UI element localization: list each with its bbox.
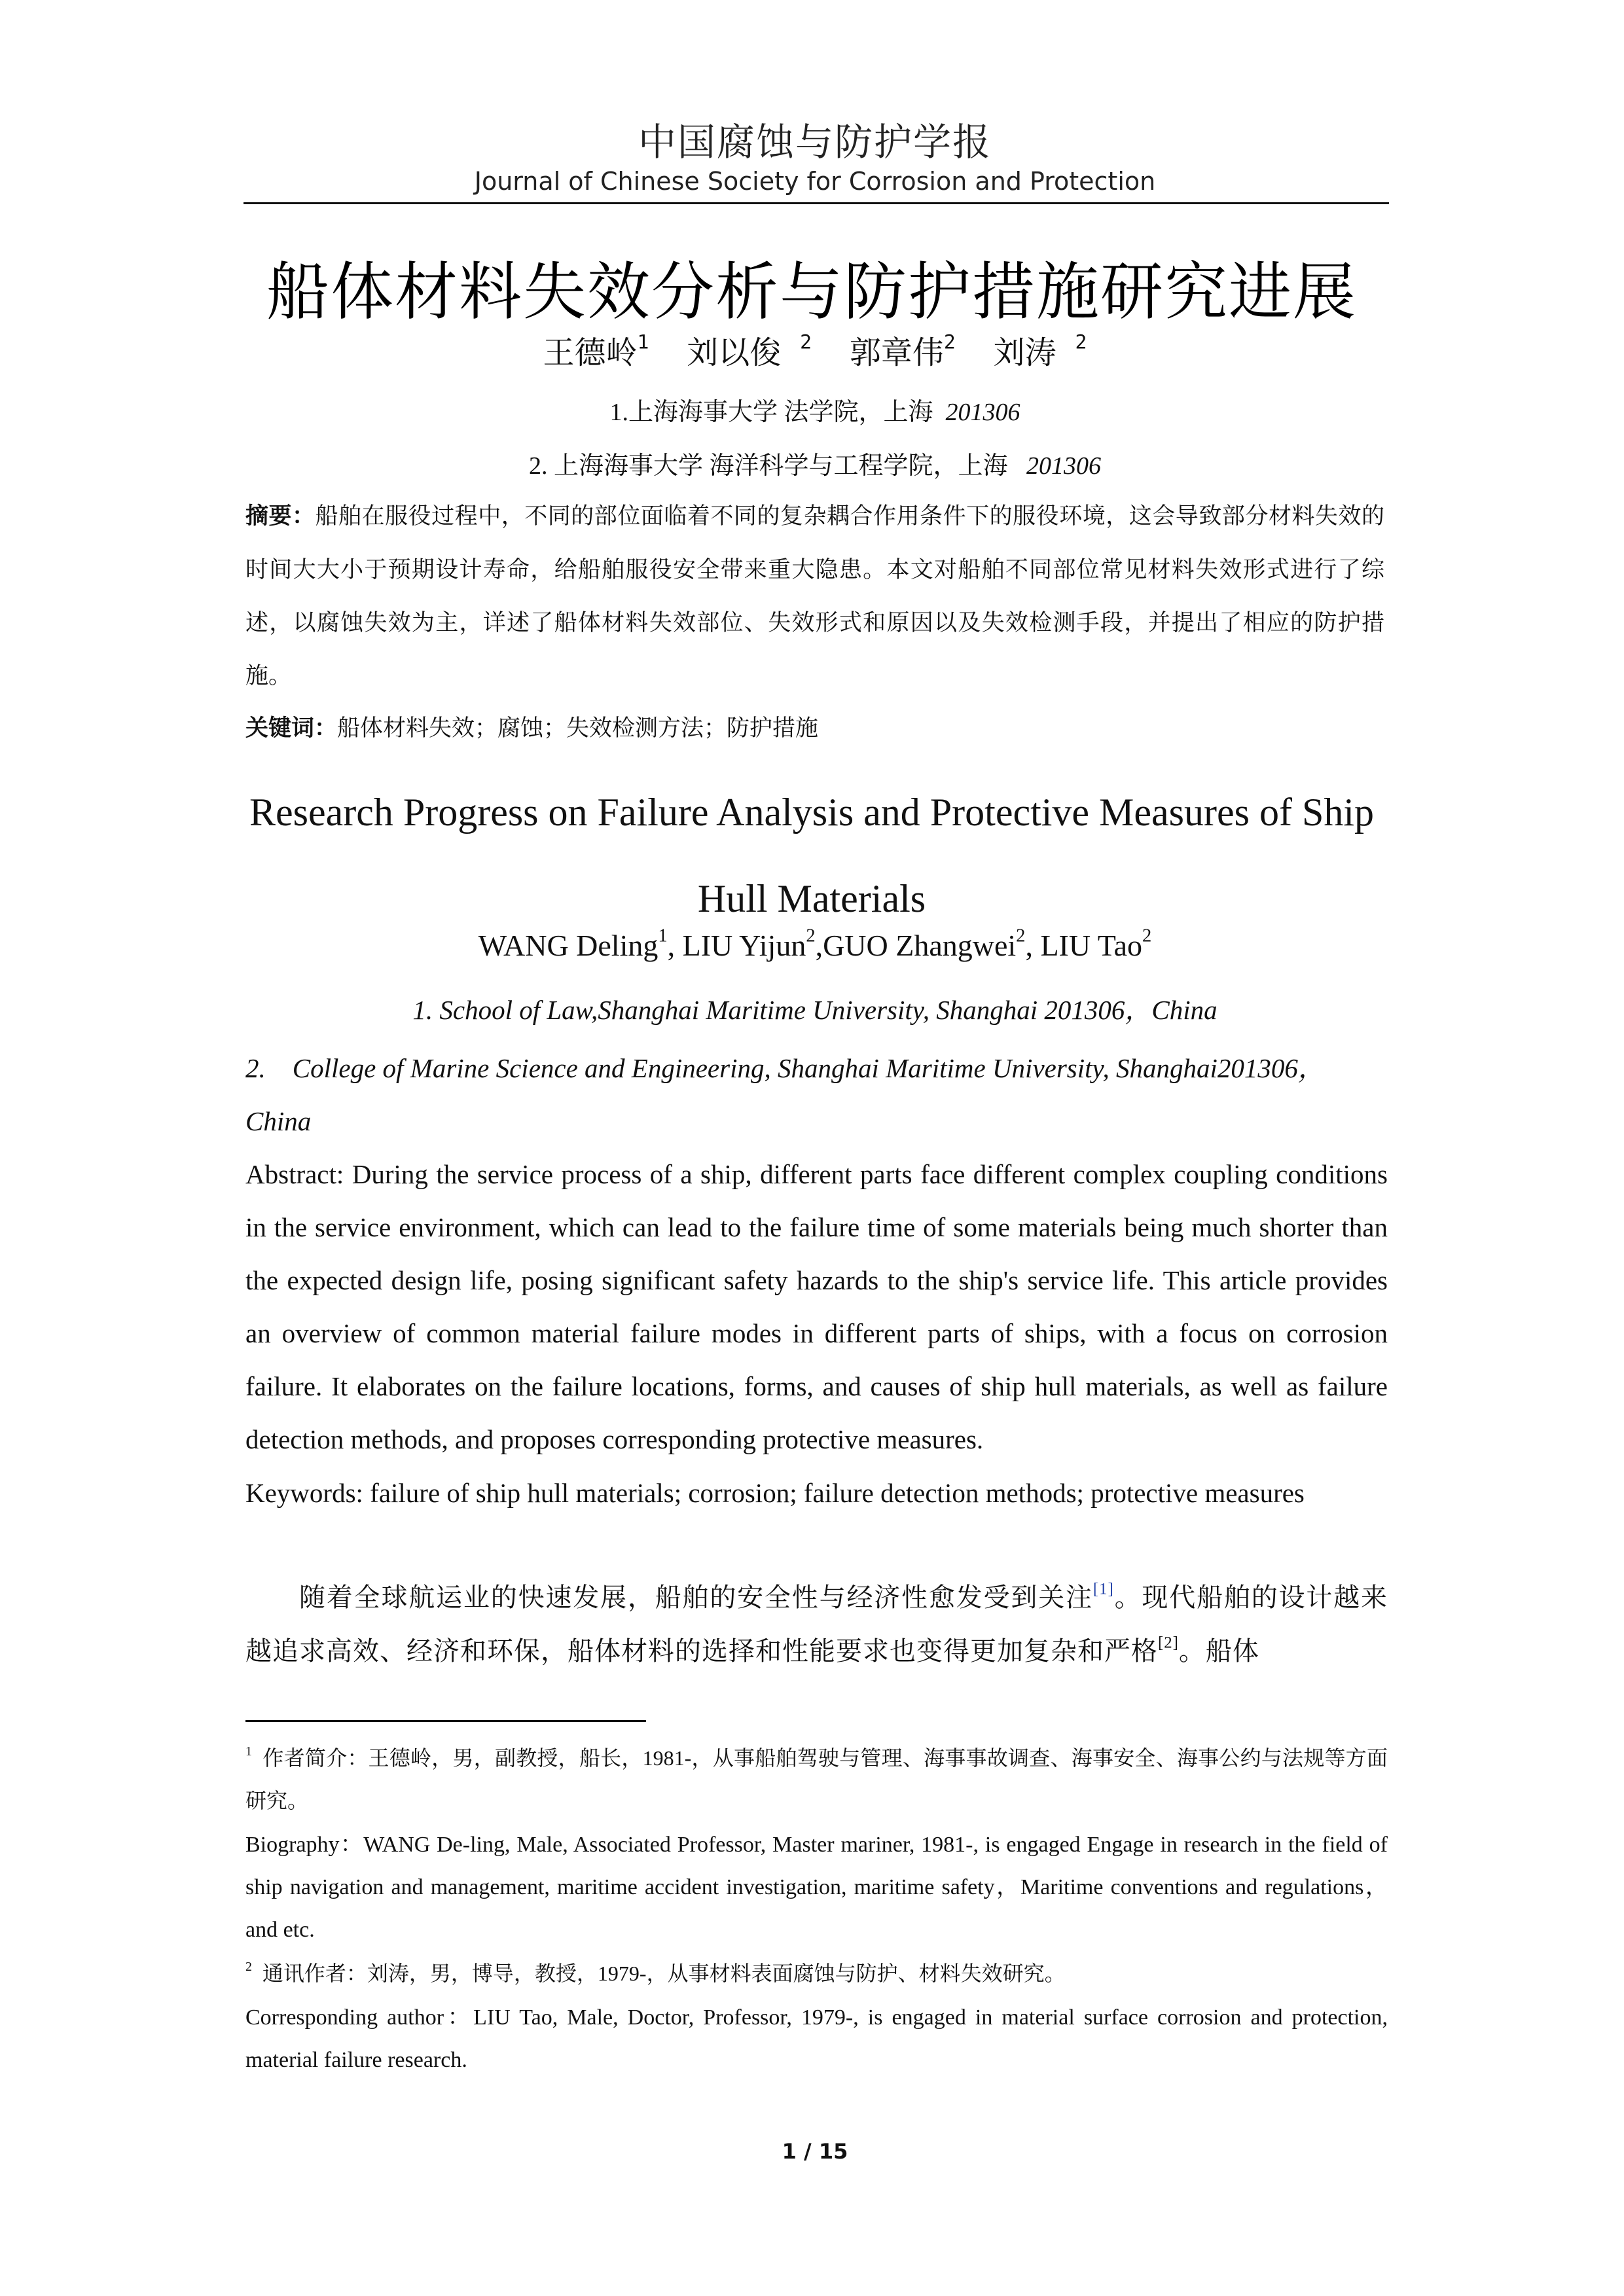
author-sep: ,	[667, 929, 683, 962]
author-en-sup: 1	[658, 925, 668, 946]
affiliation-cn-code: 201306	[1026, 452, 1101, 480]
author-en-sup: 2	[1142, 925, 1152, 946]
footnote-2-en: Corresponding author：LIU Tao, Male, Doctor, Professor, 1979-, is engaged in material surface corrosion and protection, material failure research.	[245, 2005, 1388, 2072]
keywords-cn-text: 船体材料失效；腐蚀；失效检测方法；防护措施	[337, 715, 819, 741]
affiliation-cn-code: 201306	[945, 399, 1020, 426]
author-cn-sup: 2	[1075, 331, 1087, 354]
abstract-cn-label: 摘要：	[245, 503, 316, 529]
author-sep: ,	[1025, 929, 1041, 962]
author-cn-sup: 1	[637, 331, 649, 354]
affiliation-en-2: 2. College of Marine Science and Engineering, Shanghai Maritime University, Shanghai201306，China	[245, 1053, 1325, 1136]
footnote-1-en: Biography：WANG De-ling, Male, Associated Professor, Master mariner, 1981-, is engaged Engage in research in the field of ship navigation and management, maritime accident investigation, maritime safety，Maritime conventions and regulations，and etc.	[245, 1833, 1388, 1942]
author-cn: 王德岭	[543, 334, 638, 371]
author-en: GUO Zhangwei	[823, 929, 1017, 962]
footnote-rule	[245, 1720, 646, 1722]
author-en: LIU Tao	[1040, 929, 1143, 962]
footnote-1-cn	[245, 1737, 1388, 1822]
paper-title-en-line1: Research Progress on Failure Analysis and Protective Measures of Ship	[249, 791, 1374, 834]
page-number: 1 / 15	[782, 2139, 848, 2164]
author-sep: ,	[815, 929, 823, 962]
keywords-cn-label: 关键词：	[245, 715, 338, 742]
affiliation-cn-1	[242, 391, 1388, 427]
header-rule	[244, 202, 1389, 204]
author-cn: 刘涛	[993, 334, 1056, 371]
footnote-mark: 2	[245, 1960, 252, 1975]
author-en-sup: 2	[806, 925, 816, 946]
body-text: 。现代船舶的设计越来越追求高效、经济和环保，船体材料的选择和性能要求也变得更加复杂和严格	[245, 1583, 1388, 1666]
affiliation-cn-text: 2. 上海海事大学 海洋科学与工程学院，上海	[528, 452, 1008, 480]
abstract-cn-text: 船舶在服役过程中，不同的部位面临着不同的复杂耦合作用条件下的服役环境，这会导致部分材料失效的时间大大小于预期设计寿命，给船舶服役安全带来重大隐患。本文对船舶不同部位常见材料失效形式进行了综述，以腐蚀失效为主，详述了船体材料失效部位、失效形式和原因以及失效检测手段，并提出了相应的防护措施。	[245, 503, 1384, 689]
journal-title-cn: 中国腐蚀与防护学报	[638, 120, 992, 164]
affiliation-cn-2	[242, 445, 1388, 481]
citation-ref[interactable]: [1]	[1092, 1580, 1114, 1598]
keywords-en: Keywords: failure of ship hull materials; corrosion; failure detection methods; protective measures	[245, 1478, 1305, 1508]
keywords-cn	[245, 702, 1384, 755]
authors-cn	[242, 327, 1388, 372]
affiliation-en-1: 1. School of Law,Shanghai Maritime University, Shanghai 201306，China	[412, 995, 1218, 1025]
author-en: WANG Deling	[478, 929, 659, 962]
author-cn-sup: 2	[800, 331, 812, 354]
body-text: 随着全球航运业的快速发展，船舶的安全性与经济性愈发受到关注	[299, 1583, 1093, 1612]
footnote-text: 通讯作者：刘涛，男，博导，教授，1979-，从事材料表面腐蚀与防护、材料失效研究。	[262, 1962, 1066, 1985]
paper-title-en-line2: Hull Materials	[697, 877, 926, 920]
footnote-mark: 1	[245, 1744, 252, 1759]
paper-title-en	[216, 769, 1407, 942]
citation-ref[interactable]: [2]	[1158, 1634, 1179, 1652]
authors-en	[242, 925, 1388, 963]
body-text: 。船体	[1178, 1636, 1259, 1666]
footnote-text: 作者简介：王德岭，男，副教授，船长，1981-，从事船舶驾驶与管理、海事事故调查、海事安全、海事公约与法规等方面研究。	[245, 1746, 1388, 1812]
body-paragraph	[245, 1571, 1388, 1678]
journal-title-en: Journal of Chinese Society for Corrosion and Protection	[474, 167, 1156, 196]
author-en-sup: 2	[1016, 925, 1026, 946]
author-cn: 刘以俊	[687, 334, 782, 371]
author-cn-sup: 2	[943, 331, 956, 354]
author-en: LIU Yijun	[682, 929, 806, 962]
affiliation-cn-text: 1.上海海事大学 法学院，上海	[609, 399, 933, 426]
paper-title-cn: 船体材料失效分析与防护措施研究进展	[266, 255, 1357, 329]
footnote-2-cn	[245, 1952, 1388, 1995]
abstract-en: Abstract: During the service process of a ship, different parts face different complex coupling conditions in the service environment, which can lead to the failure time of some materials being much shorter than the expected design life, posing significant safety hazards to the ship's service life. This article provides an overview of common material failure modes in different parts of ships, with a focus on corrosion failure. It elaborates on the failure locations, forms, and causes of ship hull materials, as well as failure detection methods, and proposes corresponding protective measures.	[245, 1159, 1388, 1454]
author-cn: 郭章伟	[849, 334, 944, 371]
abstract-cn	[245, 490, 1384, 702]
